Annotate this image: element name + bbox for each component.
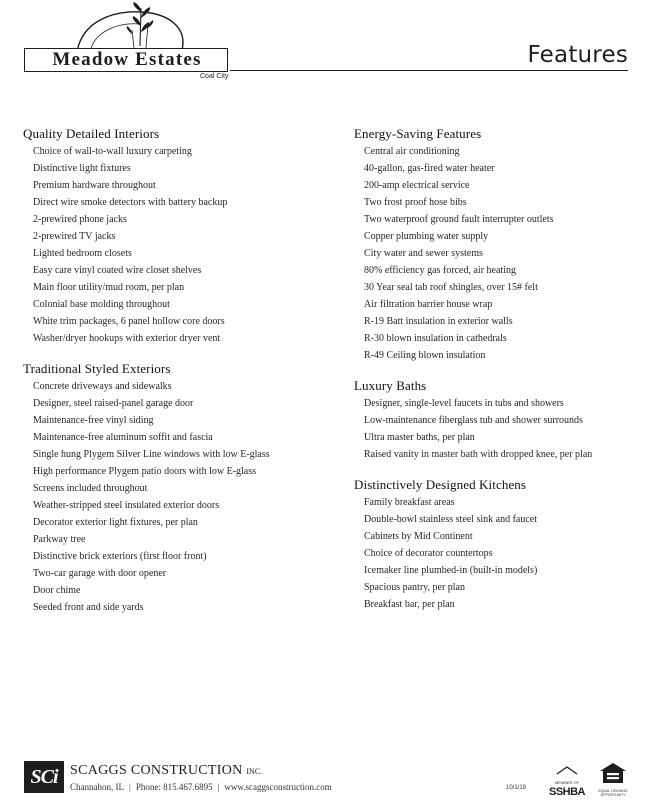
- feature-list: [354, 395, 634, 463]
- feature-item: Maintenance-free aluminum soffit and fascia: [33, 432, 213, 443]
- features-right-column: [354, 126, 634, 627]
- feature-item: City water and sewer systems: [364, 248, 483, 259]
- feature-item: Two frost proof hose bibs: [364, 197, 467, 208]
- feature-list: [23, 143, 343, 347]
- sshba-text: SSHBA: [549, 786, 586, 798]
- feature-item: 30 Year seal tab roof shingles, over 15# felt: [364, 282, 538, 293]
- feature-item: 80% efficiency gas forced, air heating: [364, 265, 516, 276]
- contact-city: Channahon, IL: [70, 782, 124, 792]
- section-quality-interiors: [23, 126, 343, 347]
- contact-phone: Phone: 815.467.6895: [135, 782, 213, 792]
- section-luxury-baths: [354, 378, 634, 463]
- feature-item: High performance Plygem patio doors with low E-glass: [33, 466, 257, 477]
- separator: |: [217, 782, 220, 792]
- feature-item: White trim packages, 6 panel hollow core doors: [33, 316, 225, 327]
- feature-item: Choice of wall-to-wall luxury carpeting: [33, 146, 192, 157]
- feature-item: Family breakfast areas: [364, 497, 455, 508]
- feature-item: Low-maintenance fiberglass tub and shower surrounds: [364, 415, 583, 426]
- feature-list: [23, 378, 343, 616]
- feature-list: [354, 143, 634, 364]
- logo-location: Coal City: [200, 73, 229, 80]
- feature-item: Choice of decorator countertops: [364, 548, 493, 559]
- equal-housing-text: EQUAL HOUSING OPPORTUNITY: [598, 789, 628, 797]
- header-rule: [230, 70, 628, 71]
- feature-list: [354, 494, 634, 613]
- feature-item: 2-prewired TV jacks: [33, 231, 116, 242]
- sshba-roof-icon: [549, 765, 585, 775]
- page-title: Features: [527, 42, 628, 68]
- separator: |: [129, 782, 131, 792]
- feature-item: Washer/dryer hookups with exterior dryer vent: [33, 333, 221, 344]
- section-energy-saving: [354, 126, 634, 364]
- contact-line: [70, 782, 332, 792]
- feature-item: 200-amp electrical service: [364, 180, 470, 191]
- scaggs-logo-mark: SCi: [24, 761, 64, 793]
- document-date: 10/1/19: [506, 785, 527, 791]
- feature-item: 2-prewired phone jacks: [33, 214, 127, 225]
- feature-item: Central air conditioning: [364, 146, 460, 157]
- feature-item: Concrete driveways and sidewalks: [33, 381, 172, 392]
- feature-item: Lighted bedroom closets: [33, 248, 132, 259]
- feature-item: Seeded front and side yards: [33, 602, 144, 613]
- feature-item: Colonial base molding throughout: [33, 299, 170, 310]
- section-title: Traditional Styled Exteriors: [23, 361, 171, 376]
- feature-item: Two-car garage with door opener: [33, 568, 167, 579]
- section-kitchens: [354, 477, 634, 613]
- feature-item: Air filtration barrier house wrap: [364, 299, 493, 310]
- contact-website[interactable]: www.scaggsconstruction.com: [224, 782, 332, 792]
- company-suffix: INC.: [246, 767, 263, 776]
- feature-item: Direct wire smoke detectors with battery backup: [33, 197, 228, 208]
- feature-item: Decorator exterior light fixtures, per plan: [33, 517, 198, 528]
- feature-item: Two waterproof ground fault interrupter outlets: [364, 214, 554, 225]
- feature-item: Designer, steel raised-panel garage door: [33, 398, 194, 409]
- sshba-member-text: MEMBER OF: [554, 780, 580, 785]
- feature-item: Spacious pantry, per plan: [364, 582, 465, 593]
- feature-item: Copper plumbing water supply: [364, 231, 489, 242]
- feature-item: R-19 Batt insulation in exterior walls: [364, 316, 513, 327]
- feature-item: Single hung Plygem Silver Line windows with low E-glass: [33, 449, 270, 460]
- feature-item: Weather-stripped steel insulated exterior doors: [33, 500, 220, 511]
- feature-item: Cabinets by Mid Continent: [364, 531, 473, 542]
- logo-name: Meadow Estates: [52, 49, 202, 70]
- feature-item: R-49 Ceiling blown insulation: [364, 350, 486, 361]
- feature-item: 40-gallon, gas-fired water heater: [364, 163, 495, 174]
- equal-housing-icon: [598, 762, 628, 784]
- feature-item: Door chime: [33, 585, 81, 596]
- feature-item: Premium hardware throughout: [33, 180, 156, 191]
- feature-item: Ultra master baths, per plan: [364, 432, 475, 443]
- feature-item: R-30 blown insulation in cathedrals: [364, 333, 507, 344]
- section-title: Quality Detailed Interiors: [23, 126, 160, 141]
- section-title: Distinctively Designed Kitchens: [354, 477, 527, 492]
- company-name-text: SCAGGS CONSTRUCTION: [70, 763, 243, 778]
- feature-item: Easy care vinyl coated wire closet shelves: [33, 265, 202, 276]
- feature-item: Maintenance-free vinyl siding: [33, 415, 154, 426]
- sshba-badge: [549, 762, 586, 798]
- feature-item: Parkway tree: [33, 534, 86, 545]
- feature-item: Distinctive brick exteriors (first floor front): [33, 551, 207, 562]
- section-title: Energy-Saving Features: [354, 126, 482, 141]
- feature-item: Double-bowl stainless steel sink and faucet: [364, 514, 538, 525]
- company-name: [70, 763, 262, 779]
- section-traditional-exteriors: [23, 361, 343, 616]
- feature-item: Distinctive light fixtures: [33, 163, 131, 174]
- section-title: Luxury Baths: [354, 378, 427, 393]
- equal-housing-badge: [598, 762, 628, 797]
- meadow-estates-logo: [22, 2, 242, 80]
- feature-item: Breakfast bar, per plan: [364, 599, 455, 610]
- feature-item: Designer, single-level faucets in tubs and showers: [364, 398, 564, 409]
- feature-item: Icemaker line plumbed-in (built-in models): [364, 565, 538, 576]
- feature-item: Main floor utility/mud room, per plan: [33, 282, 185, 293]
- feature-item: Raised vanity in master bath with dropped knee, per plan: [364, 449, 593, 460]
- features-left-column: [23, 126, 343, 630]
- feature-item: Screens included throughout: [33, 483, 148, 494]
